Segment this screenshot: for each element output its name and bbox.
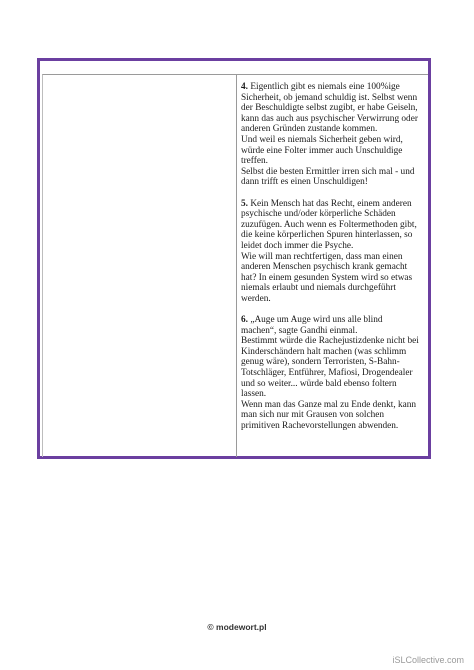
arguments-cell	[237, 75, 428, 457]
argument-paragraph-4: 4. Eigentlich gibt es niemals eine 100%ige Sicherheit, ob jemand schuldig ist. Selbst wenn der Beschuldigte selbst zugibt, er habe Geiseln, kann das auch aus psychischer Verwirrung oder anderen Gründen zustande kommen. Und weil es niemals Sicherheit geben wird, würde eine Folter immer auch Unschuldige treffen. Selbst die besten Ermittler irren sich mal - und dann trifft es einen Unschuldigen!	[241, 82, 418, 188]
argument-number: 4.	[241, 82, 248, 92]
site-watermark: iSLCollective.com	[392, 655, 464, 665]
empty-left-cell	[43, 75, 237, 457]
argument-paragraph-6: 6. „Auge um Auge wird uns alle blind machen“, sagte Gandhi einmal. Bestimmt würde die Rachejustizdenke nicht bei Kinderschändern halt machen (was schlimm genug wäre), sondern Terroristen, S-Bahn- Totschläger, Entführer, Mafiosi, Drogendealer und so weiter... würde bald ebenso foltern lassen. Wenn man das Ganze mal zu Ende denkt, kann man sich nur mit Grausen von solchen primitiven Rachevorstellungen abwenden.	[241, 315, 419, 431]
argument-number: 6.	[241, 315, 248, 326]
content-table	[42, 74, 428, 457]
argument-paragraph-5: 5. Kein Mensch hat das Recht, einem anderen psychische und/oder körperliche Schäden zuzufügen. Auch wenn es Foltermethoden gibt, die keine körperlichen Spuren hinterlassen, so leidet doch immer die Psyche. Wie will man rechtfertigen, dass man einen anderen Menschen psychisch krank gemacht hat? In einem gesunden System wird so etwas niemals erlaubt und niemals durchgeführt werden.	[241, 198, 417, 304]
copyright-footer: © modewort.pl	[207, 622, 267, 632]
argument-number: 5.	[241, 198, 248, 209]
